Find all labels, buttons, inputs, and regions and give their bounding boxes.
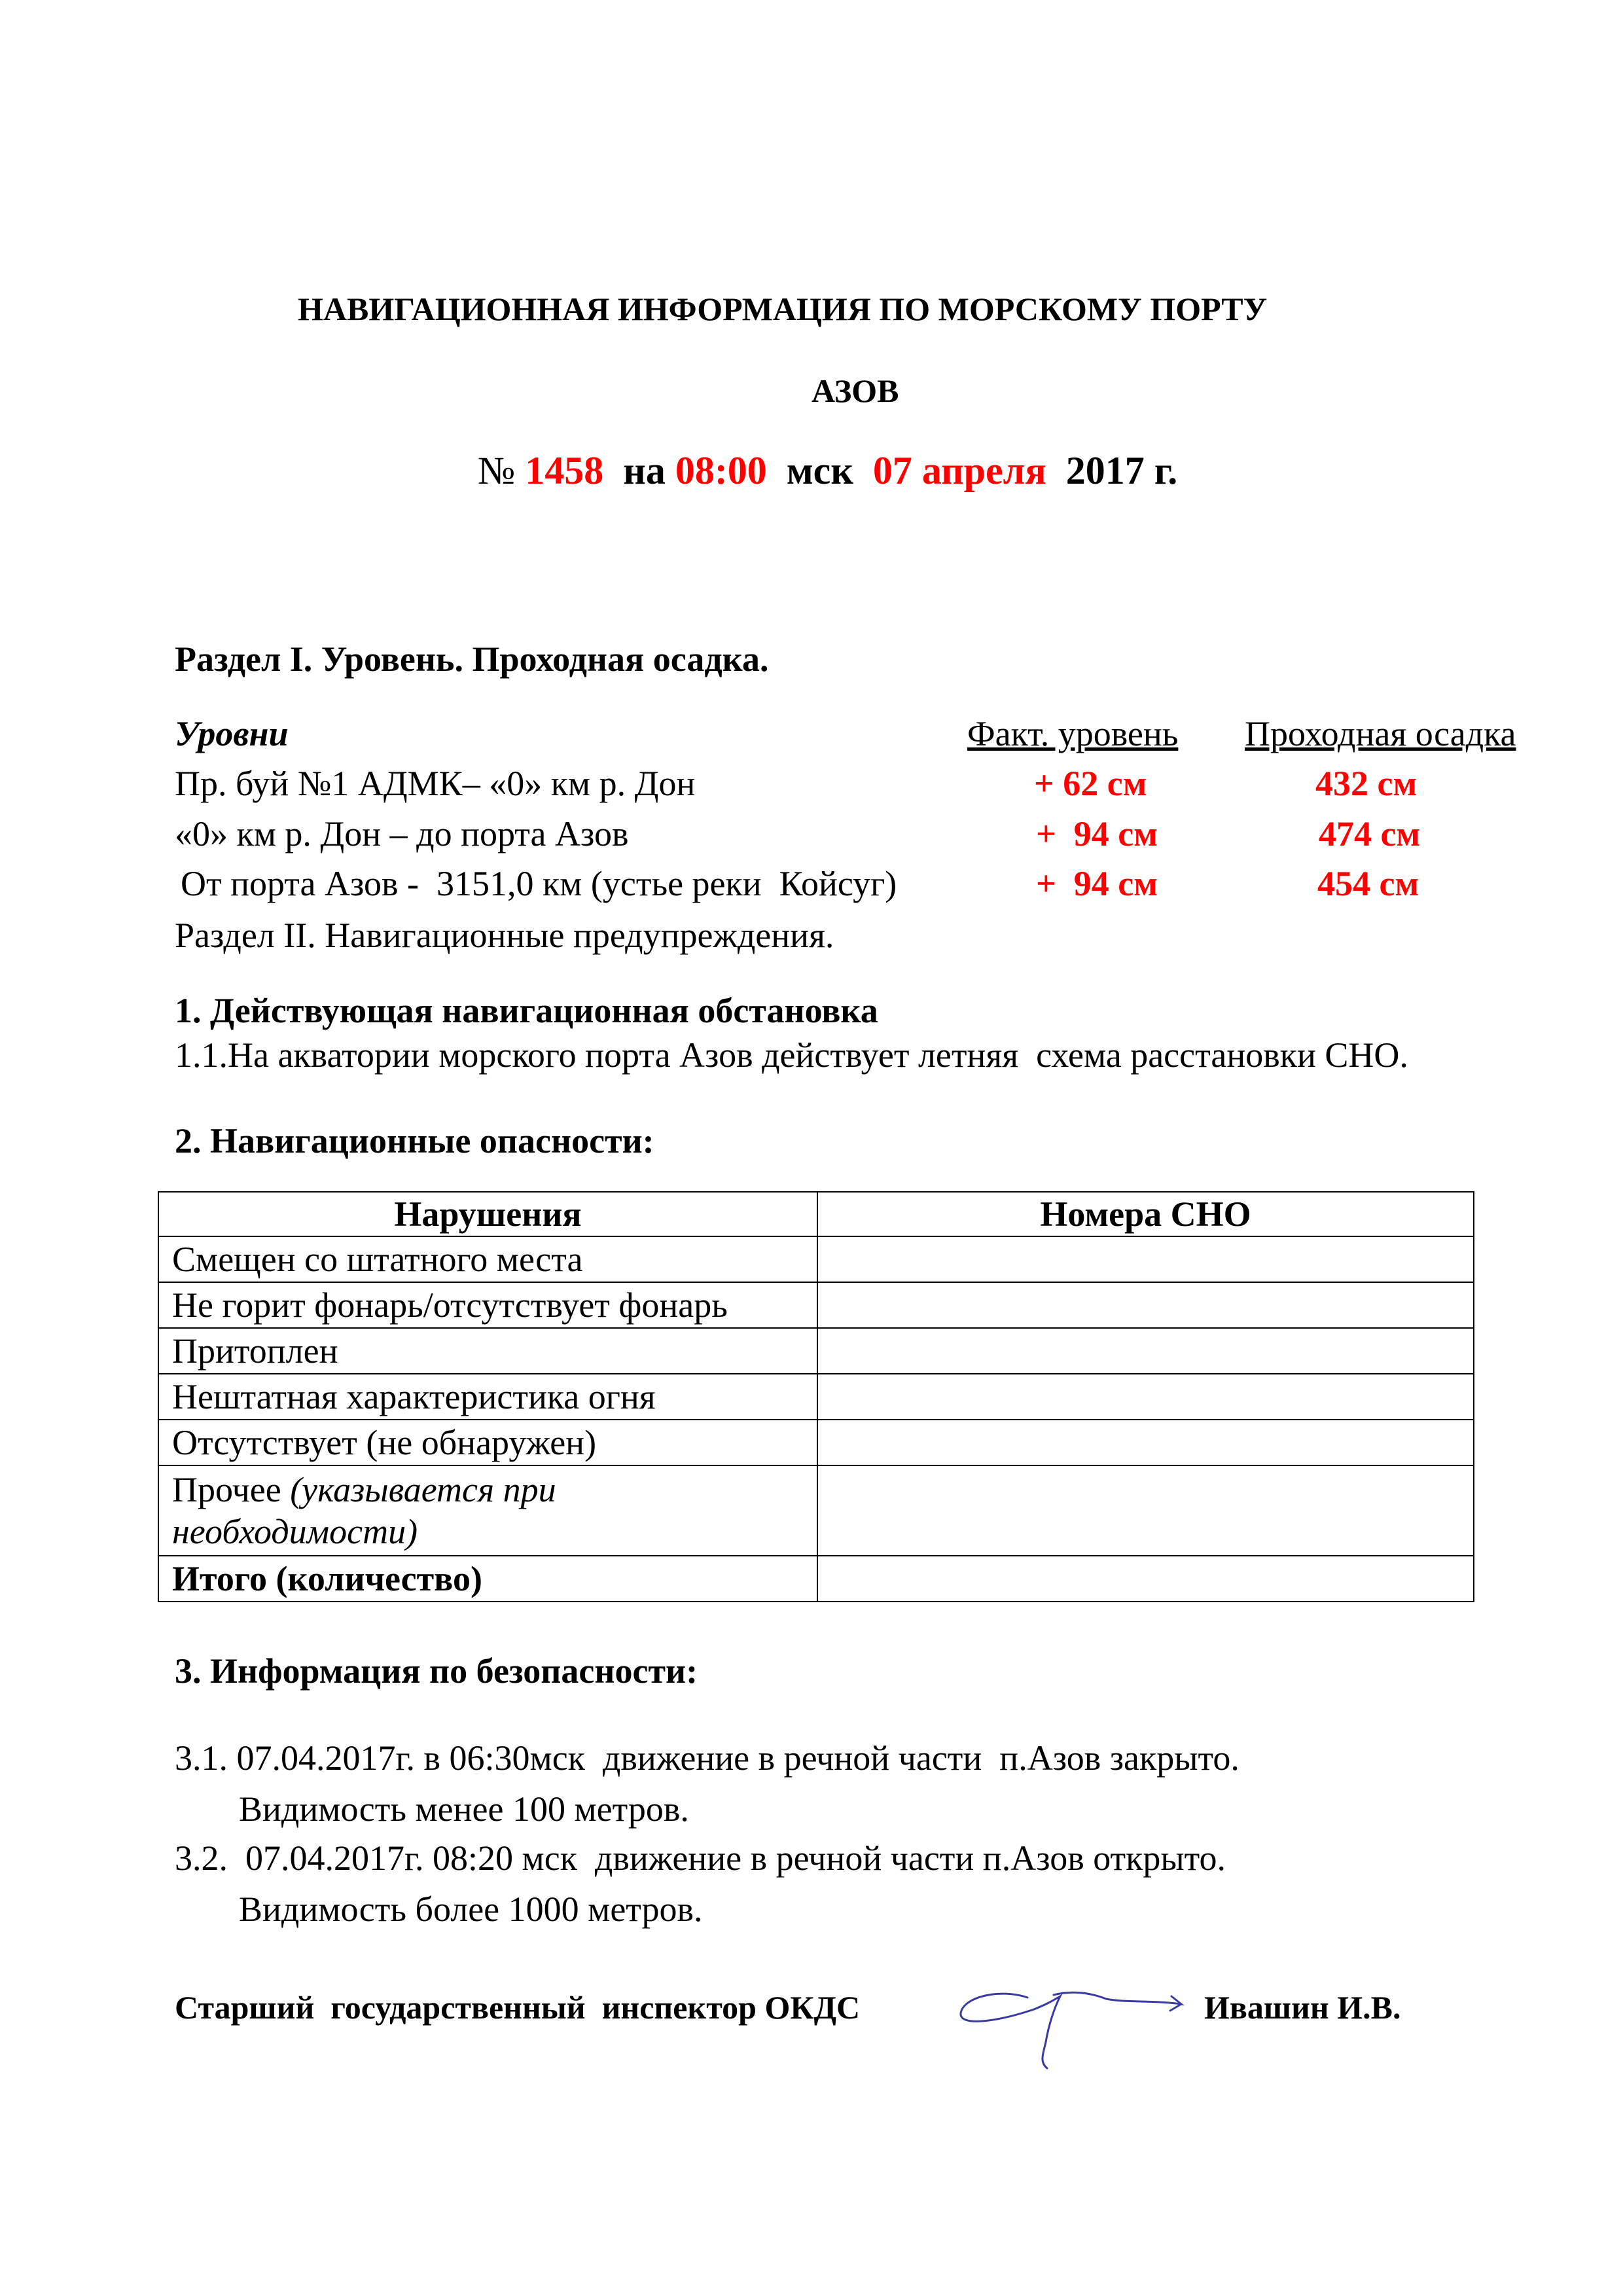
section3-heading: 3. Информация по безопасности: xyxy=(175,1651,698,1691)
total-label: Итого (количество) xyxy=(158,1556,817,1602)
doc-title-line2: АЗОВ xyxy=(812,372,899,409)
total-value-cell xyxy=(817,1556,1474,1602)
levels-col-header: Уровни xyxy=(175,714,289,753)
bulletin-number-line xyxy=(478,448,1177,493)
draft-col-header: Проходная осадка xyxy=(1245,714,1516,753)
bulletin-date: 07 апреля xyxy=(872,449,1046,492)
safety-item-line1: 3.1. 07.04.2017г. в 06:30мск движение в речной части п.Азов закрыто. xyxy=(175,1738,1240,1778)
col-violations: Нарушения xyxy=(158,1192,817,1236)
level-row-name: Пр. буй №1 АДМК– «0» км р. Дон xyxy=(175,764,696,803)
at-label: на xyxy=(623,449,666,492)
number-prefix: № xyxy=(478,449,516,492)
buoy-numbers-cell xyxy=(817,1465,1474,1556)
level-row-name: От порта Азов - 3151,0 км (устье реки Койсуг) xyxy=(181,864,897,903)
table-row xyxy=(158,1374,1474,1420)
violation-label: Нештатная характеристика огня xyxy=(158,1374,817,1420)
signer-name: Ивашин И.В. xyxy=(1204,1989,1401,2026)
doc-title-line1: НАВИГАЦИОННАЯ ИНФОРМАЦИЯ ПО МОРСКОМУ ПОРТУ xyxy=(298,291,1268,327)
violation-label-other xyxy=(158,1465,817,1556)
safety-item-line1: 3.2. 07.04.2017г. 08:20 мск движение в речной части п.Азов открыто. xyxy=(175,1839,1226,1878)
col-buoy-numbers: Номера СНО xyxy=(817,1192,1474,1236)
table-total-row xyxy=(158,1556,1474,1602)
bulletin-number: 1458 xyxy=(525,449,604,492)
level-row-fact: + 94 см xyxy=(1036,864,1158,903)
table-row xyxy=(158,1328,1474,1374)
violation-label: Не горит фонарь/отсутствует фонарь xyxy=(158,1282,817,1328)
other-label: Прочее xyxy=(172,1470,281,1509)
level-row-draft: 474 см xyxy=(1319,814,1421,853)
hazards-table xyxy=(158,1191,1474,1602)
sub2-heading: 2. Навигационные опасности: xyxy=(175,1121,654,1160)
signer-position: Старший государственный инспектор ОКДС xyxy=(175,1989,861,2026)
level-row-fact: + 62 см xyxy=(1034,764,1147,803)
buoy-numbers-cell xyxy=(817,1236,1474,1282)
signature-mark xyxy=(955,1970,1191,2075)
table-header-row xyxy=(158,1192,1474,1236)
table-row xyxy=(158,1465,1474,1556)
fact-col-header: Факт. уровень xyxy=(967,714,1179,753)
safety-item-line2: Видимость более 1000 метров. xyxy=(239,1890,703,1929)
section1-heading: Раздел I. Уровень. Проходная осадка. xyxy=(175,639,769,679)
buoy-numbers-cell xyxy=(817,1282,1474,1328)
level-row-name: «0» км р. Дон – до порта Азов xyxy=(175,814,629,853)
other-note: (указывается при необходимости) xyxy=(172,1470,556,1551)
violation-label: Смещен со штатного места xyxy=(158,1236,817,1282)
level-row-draft: 432 см xyxy=(1315,764,1418,803)
section2-heading: Раздел II. Навигационные предупреждения. xyxy=(175,916,834,955)
tz-label: мск xyxy=(786,449,853,492)
buoy-numbers-cell xyxy=(817,1328,1474,1374)
violation-label: Притоплен xyxy=(158,1328,817,1374)
bulletin-year: 2017 г. xyxy=(1065,449,1178,492)
table-row xyxy=(158,1420,1474,1465)
table-row xyxy=(158,1236,1474,1282)
bulletin-time: 08:00 xyxy=(675,449,767,492)
table-row xyxy=(158,1282,1474,1328)
buoy-numbers-cell xyxy=(817,1374,1474,1420)
level-row-fact: + 94 см xyxy=(1036,814,1158,853)
sub1-heading: 1. Действующая навигационная обстановка xyxy=(175,991,878,1030)
level-row-draft: 454 см xyxy=(1317,864,1419,903)
sub1-text: 1.1.На акватории морского порта Азов действует летняя схема расстановки СНО. xyxy=(175,1035,1408,1075)
buoy-numbers-cell xyxy=(817,1420,1474,1465)
violation-label: Отсутствует (не обнаружен) xyxy=(158,1420,817,1465)
safety-item-line2: Видимость менее 100 метров. xyxy=(239,1789,689,1829)
